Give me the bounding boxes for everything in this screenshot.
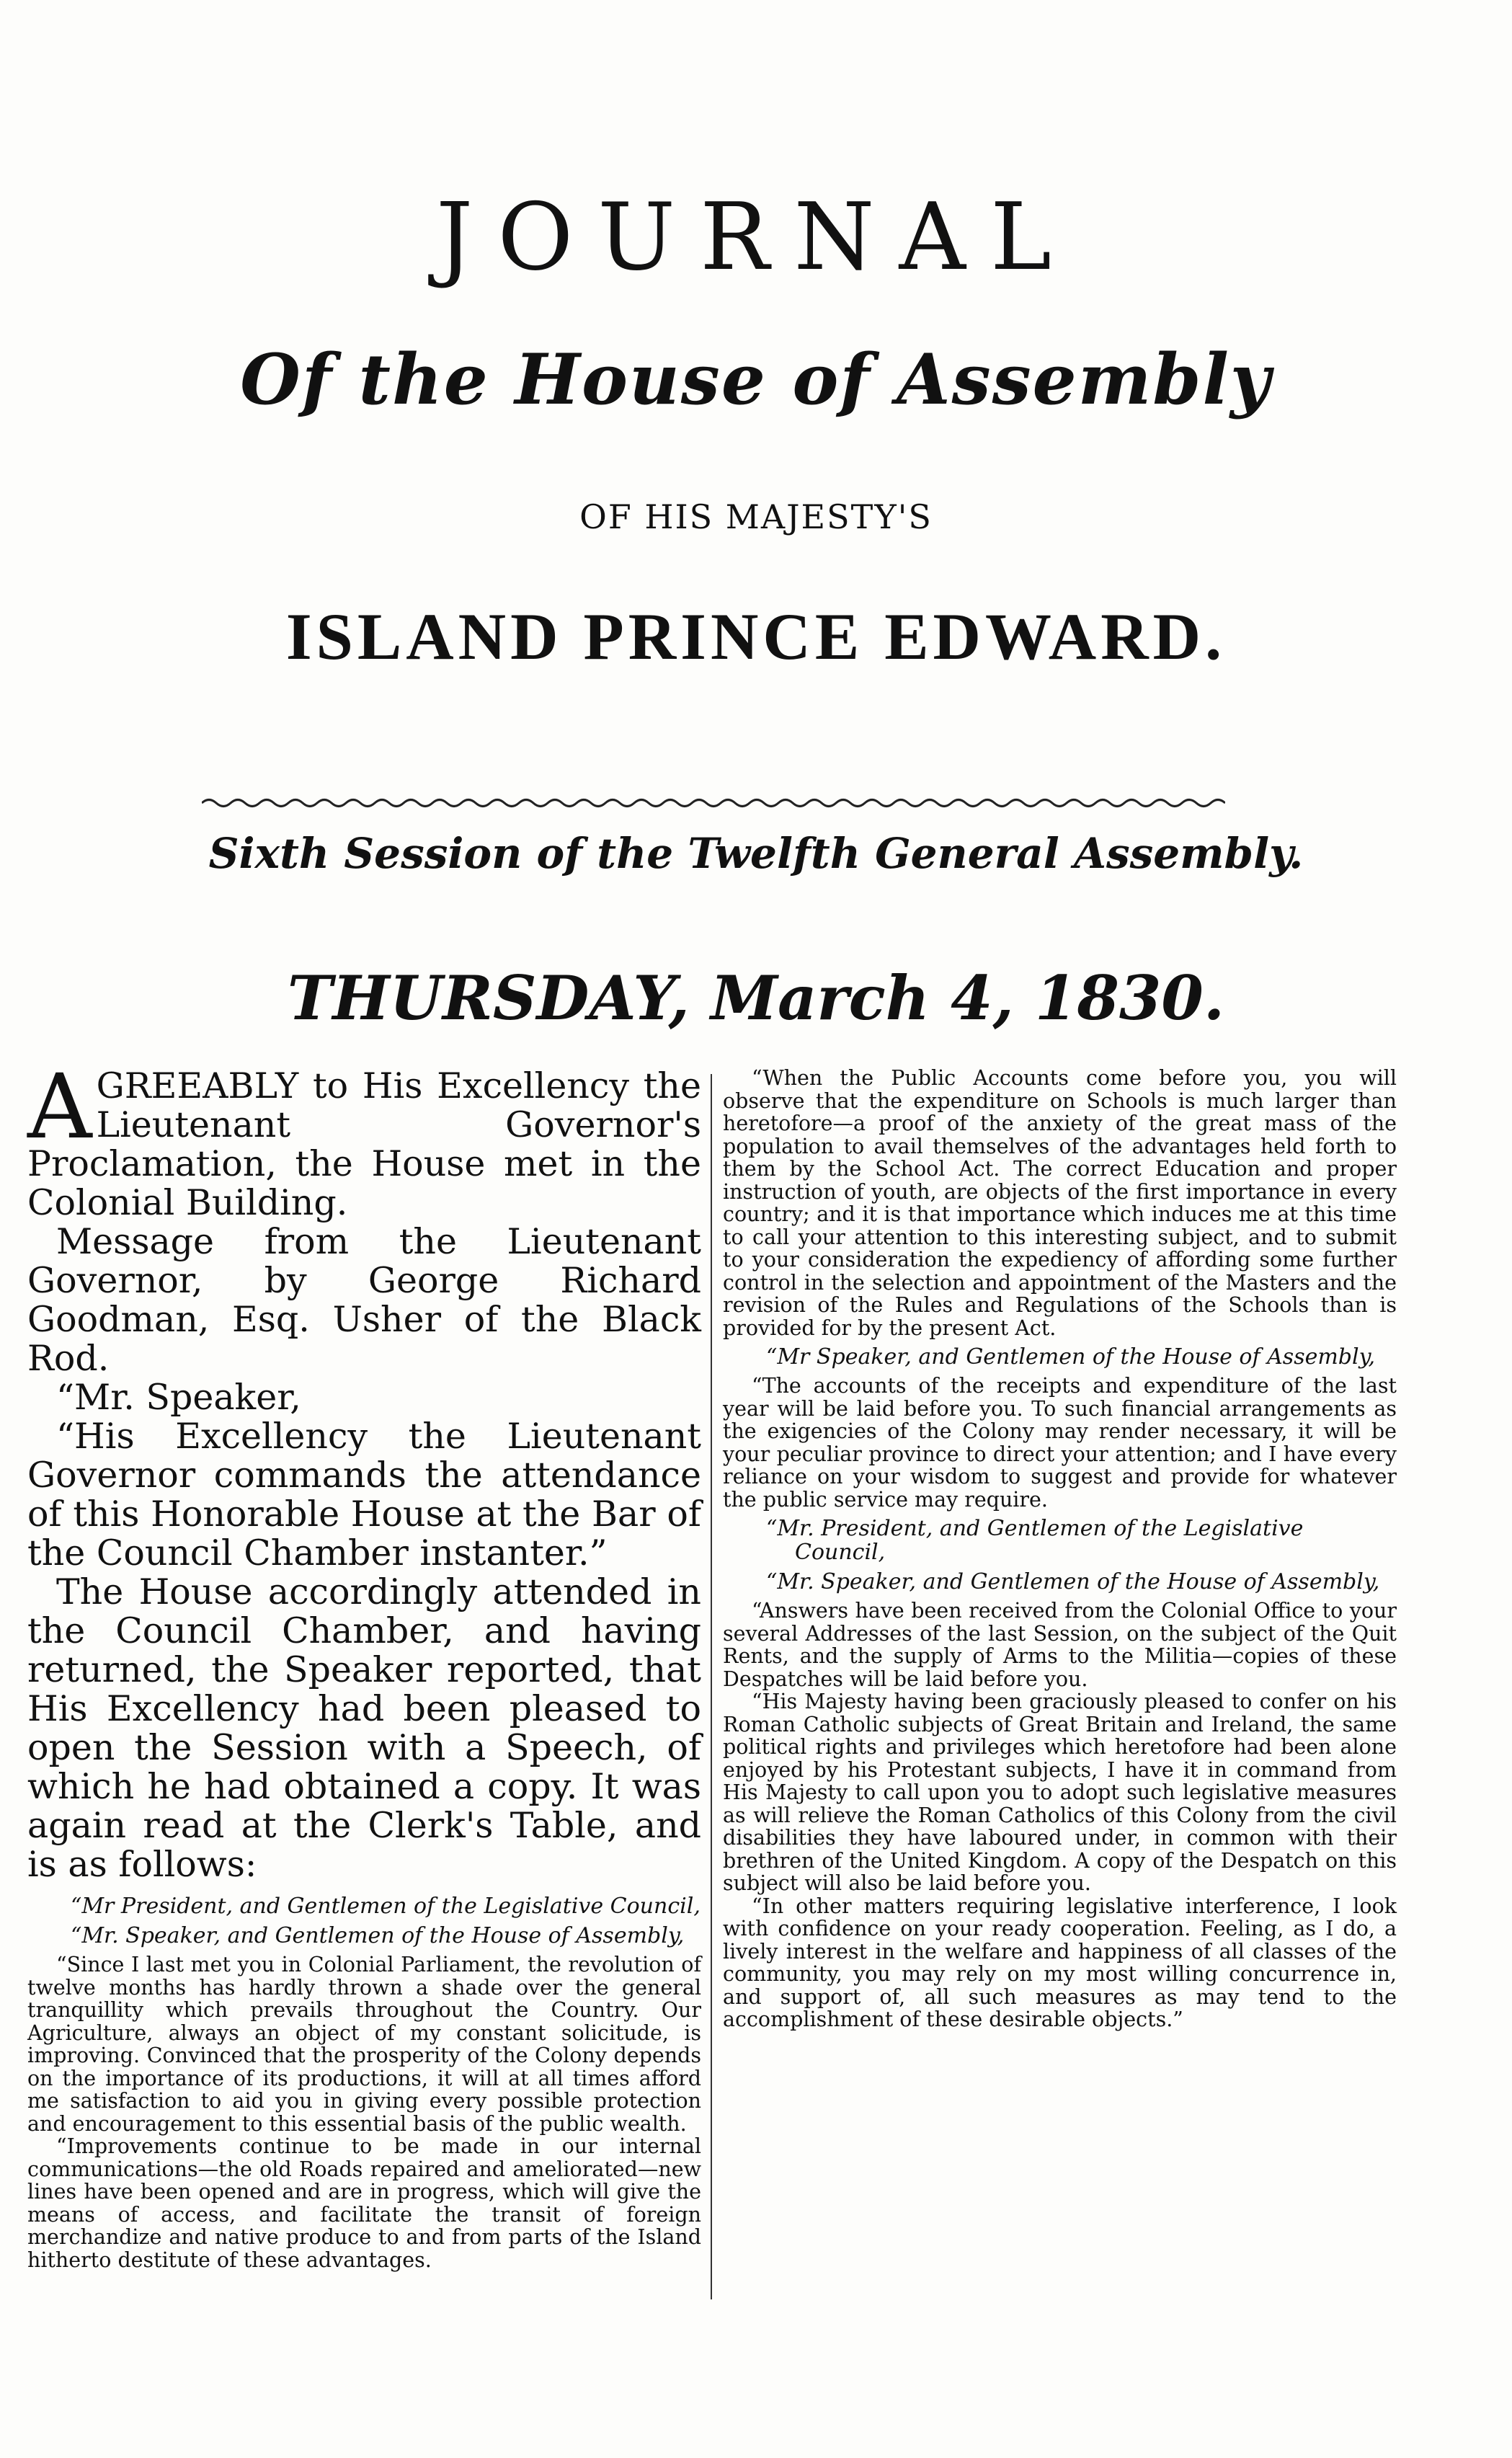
speech-paragraph: “His Majesty having been graciously pleased to confer on his Roman Catholic subjects of Great Britain and Ireland, the same political rights and privileges which heretofore had been alone enjoyed by his Protestant subjects, I have it in command from His Majesty to call upon you to adopt such legislative measures as will relieve the Roman Catholics of this Colony from the civil disabilities they have laboured under, in common with their brethren of the United Kingdom. A copy of the Despatch on this subject will also be laid before you.	[723, 1690, 1397, 1895]
speech-paragraph: “In other matters requiring legislative interference, I look with confidence on your ready cooperation. Feeling, as I do, a lively interest in the welfare and happiness of all classes of the community, you may rely on my most willing concurrence in, and support of, all such measures as may tend to the accomplishment of these desirable objects.”	[723, 1894, 1397, 2031]
governor-command: “His Excellency the Lieutenant Governor commands the attendance of this Honorable House at the Bar of the Council Chamber instanter.”	[27, 1416, 701, 1574]
journal-title: JOURNAL	[436, 184, 1076, 291]
speech-paragraph: “Since I last met you in Colonial Parliament, the revolution of twelve months has hardly thrown a shade over the general tranquillity which prevails throughout the Country. Our Agriculture, always an object of my constant solicitude, is improving. Convinced that the prosperity of the Colony depends on the importance of its productions, it will at all times afford me satisfaction to aid you in giving every possible protection and encouragement to this essential basis of the public wealth.	[27, 1953, 701, 2136]
majesty-line: OF HIS MAJESTY'S	[579, 497, 933, 536]
speech-paragraph: “The accounts of the receipts and expenditure of the last year will be laid before you. To such financial arrangements as the exigencies of the Colony may render necessary, it will be your peculiar province to direct your attention; and I have every reliance on your wisdom to suggest and provide for whatever the public service may require.	[723, 1374, 1397, 1512]
speech-paragraph: “Improvements continue to be made in our internal communications—the old Roads repaired and ameliorated—new lines have been opened and are in progress, which will give the means of access, and facilitate the transit of foreign merchandize and native produce to and from parts of the Island hitherto destitute of these advantages.	[27, 2134, 701, 2272]
address-house-of-assembly: “Mr Speaker, and Gentlemen of the House of Assembly,	[766, 1344, 1376, 1370]
address-house-of-assembly: “Mr. Speaker, and Gentlemen of the House of Assembly,	[71, 1923, 685, 1948]
house-attended-paragraph: The House accordingly attended in the Council Chamber, and having returned, the Speaker reported, that His Excellency had been pleased to open the Session with a Speech, of which he had obtained a copy. It was again read at the Clerk's Table, and is as follows:	[27, 1571, 701, 1885]
house-of-assembly-subtitle: Of the House of Assembly	[240, 339, 1272, 420]
speech-paragraph: “When the Public Accounts come before you, you will observe that the expenditure on Schools is much larger than heretofore—a proof of the anxiety of the great mass of the population to avail themselves of the advantages held forth to them by the School Act. The correct Education and proper instruction of youth, are objects of the first importance in every country; and it is that importance which induces me at this time to call your attention to this interesting subject, and to submit to your consideration the expediency of affording some further control in the selection and appointment of the Masters and the revision of the Rules and Regulations of the Schools than is provided for by the present Act.	[723, 1066, 1397, 1340]
session-heading: Sixth Session of the Twelfth General Assembly.	[208, 829, 1304, 878]
address-house-of-assembly: “Mr. Speaker, and Gentlemen of the House of Assembly,	[766, 1569, 1380, 1594]
date-heading	[0, 962, 1512, 1034]
drop-cap: A	[27, 1055, 92, 1159]
column-divider	[711, 1074, 712, 2299]
opening-paragraph	[27, 1055, 701, 1223]
date-month-year: March 4, 1830.	[710, 962, 1225, 1034]
address-speaker: “Mr. Speaker,	[56, 1377, 301, 1418]
speech-paragraph: “Answers have been received from the Colonial Office to your several Addresses of the last Session, on the subject of the Quit Rents, and the supply of Arms to the Militia—copies of these Despatches will be laid before you.	[723, 1599, 1397, 1691]
address-legislative-council: “Mr. President, and Gentlemen of the Legislative Council,	[766, 1516, 1304, 1565]
island-name: ISLAND PRINCE EDWARD.	[285, 600, 1227, 673]
wavy-rule	[202, 797, 1225, 809]
date-day: THURSDAY,	[287, 962, 690, 1034]
left-column	[27, 1055, 701, 2272]
opening-text: GREEABLY to His Excellency the Lieutenant Governor's Proclamation, the House met in the Colonial Building.	[27, 1065, 701, 1223]
address-legislative-council: “Mr President, and Gentlemen of the Legislative Council,	[71, 1894, 701, 1919]
message-paragraph: Message from the Lieutenant Governor, by George Richard Goodman, Esq. Usher of the Black Rod.	[27, 1221, 701, 1379]
right-column	[723, 1067, 1397, 2031]
